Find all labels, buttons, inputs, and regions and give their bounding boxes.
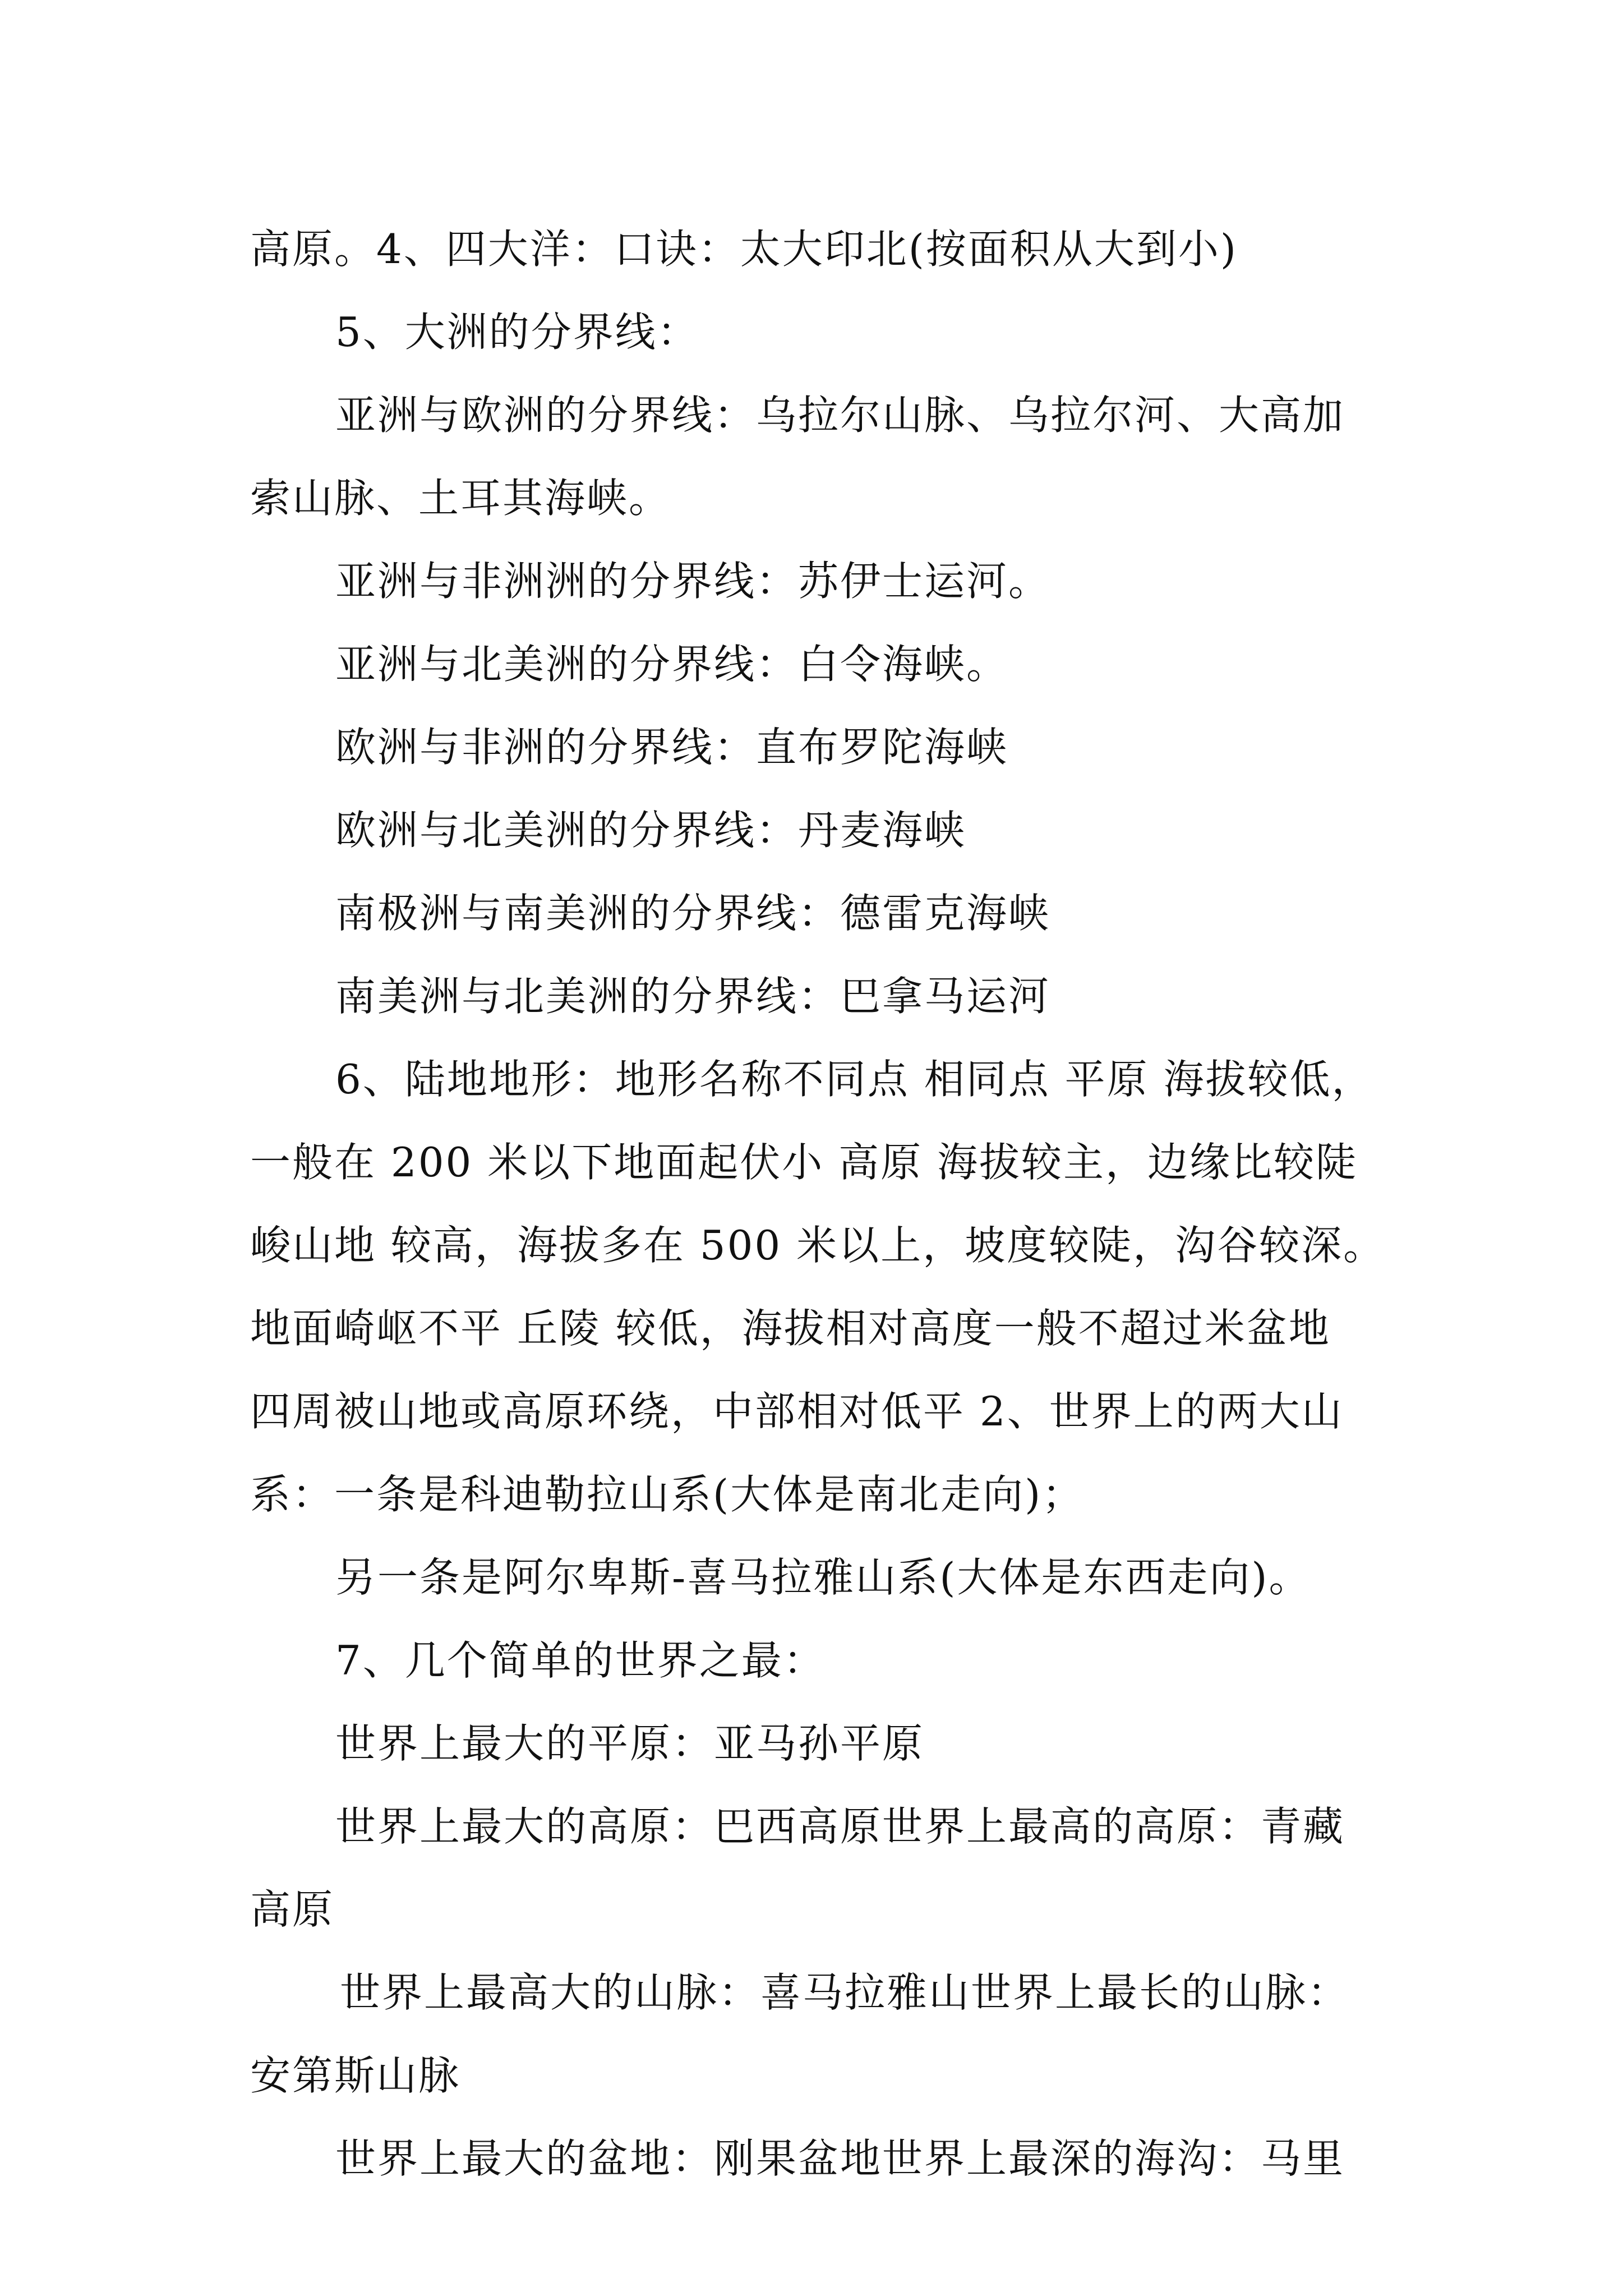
text-line: 世界上最高大的山脉：喜马拉雅山世界上最长的山脉： [340,1969,1350,2016]
text-line: 亚洲与非洲洲的分界线：苏伊士运河。 [335,558,1051,605]
text-line: 5、大洲的分界线： [335,309,699,356]
text-line: 高原 [250,1886,335,1933]
text-line: 一般在 200 米以下地面起伏小 高原 海拔较主，边缘比较陡 [250,1139,1358,1186]
text-line: 安第斯山脉 [250,2052,461,2099]
text-line: 四周被山地或高原环绕，中部相对低平 2、世界上的两大山 [250,1388,1344,1435]
text-line: 另一条是阿尔卑斯-喜马拉雅山系(大体是东西走向)。 [335,1554,1311,1601]
text-line: 峻山地 较高，海拔多在 500 米以上，坡度较陡，沟谷较深。 [250,1222,1386,1269]
body-text [250,208,1389,2200]
text-line: 南美洲与北美洲的分界线：巴拿马运河 [335,973,1051,1020]
text-line: 亚洲与北美洲的分界线：白令海峡。 [335,641,1009,688]
text-line: 地面崎岖不平 丘陵 较低，海拔相对高度一般不超过米盆地 [250,1305,1331,1352]
text-line: 欧洲与非洲的分界线：直布罗陀海峡 [335,724,1009,771]
text-line: 世界上最大的高原：巴西高原世界上最高的高原：青藏 [335,1803,1345,1850]
text-line: 索山脉、土耳其海峡。 [250,475,671,522]
text-line: 世界上最大的平原：亚马孙平原 [335,1720,925,1767]
text-line: 世界上最大的盆地：刚果盆地世界上最深的海沟：马里 [335,2135,1345,2182]
text-line: 6、陆地地形：地形名称不同点 相同点 平原 海拔较低， [335,1056,1374,1103]
text-line: 欧洲与北美洲的分界线：丹麦海峡 [335,807,967,854]
text-line: 系：一条是科迪勒拉山系(大体是南北走向)； [250,1471,1085,1518]
text-line: 高原。4、四大洋：口诀：太大印北(按面积从大到小) [250,226,1238,273]
text-line: 7、几个简单的世界之最： [335,1637,826,1684]
text-line: 南极洲与南美洲的分界线：德雷克海峡 [335,890,1051,937]
text-line: 亚洲与欧洲的分界线：乌拉尔山脉、乌拉尔河、大高加 [335,392,1345,439]
